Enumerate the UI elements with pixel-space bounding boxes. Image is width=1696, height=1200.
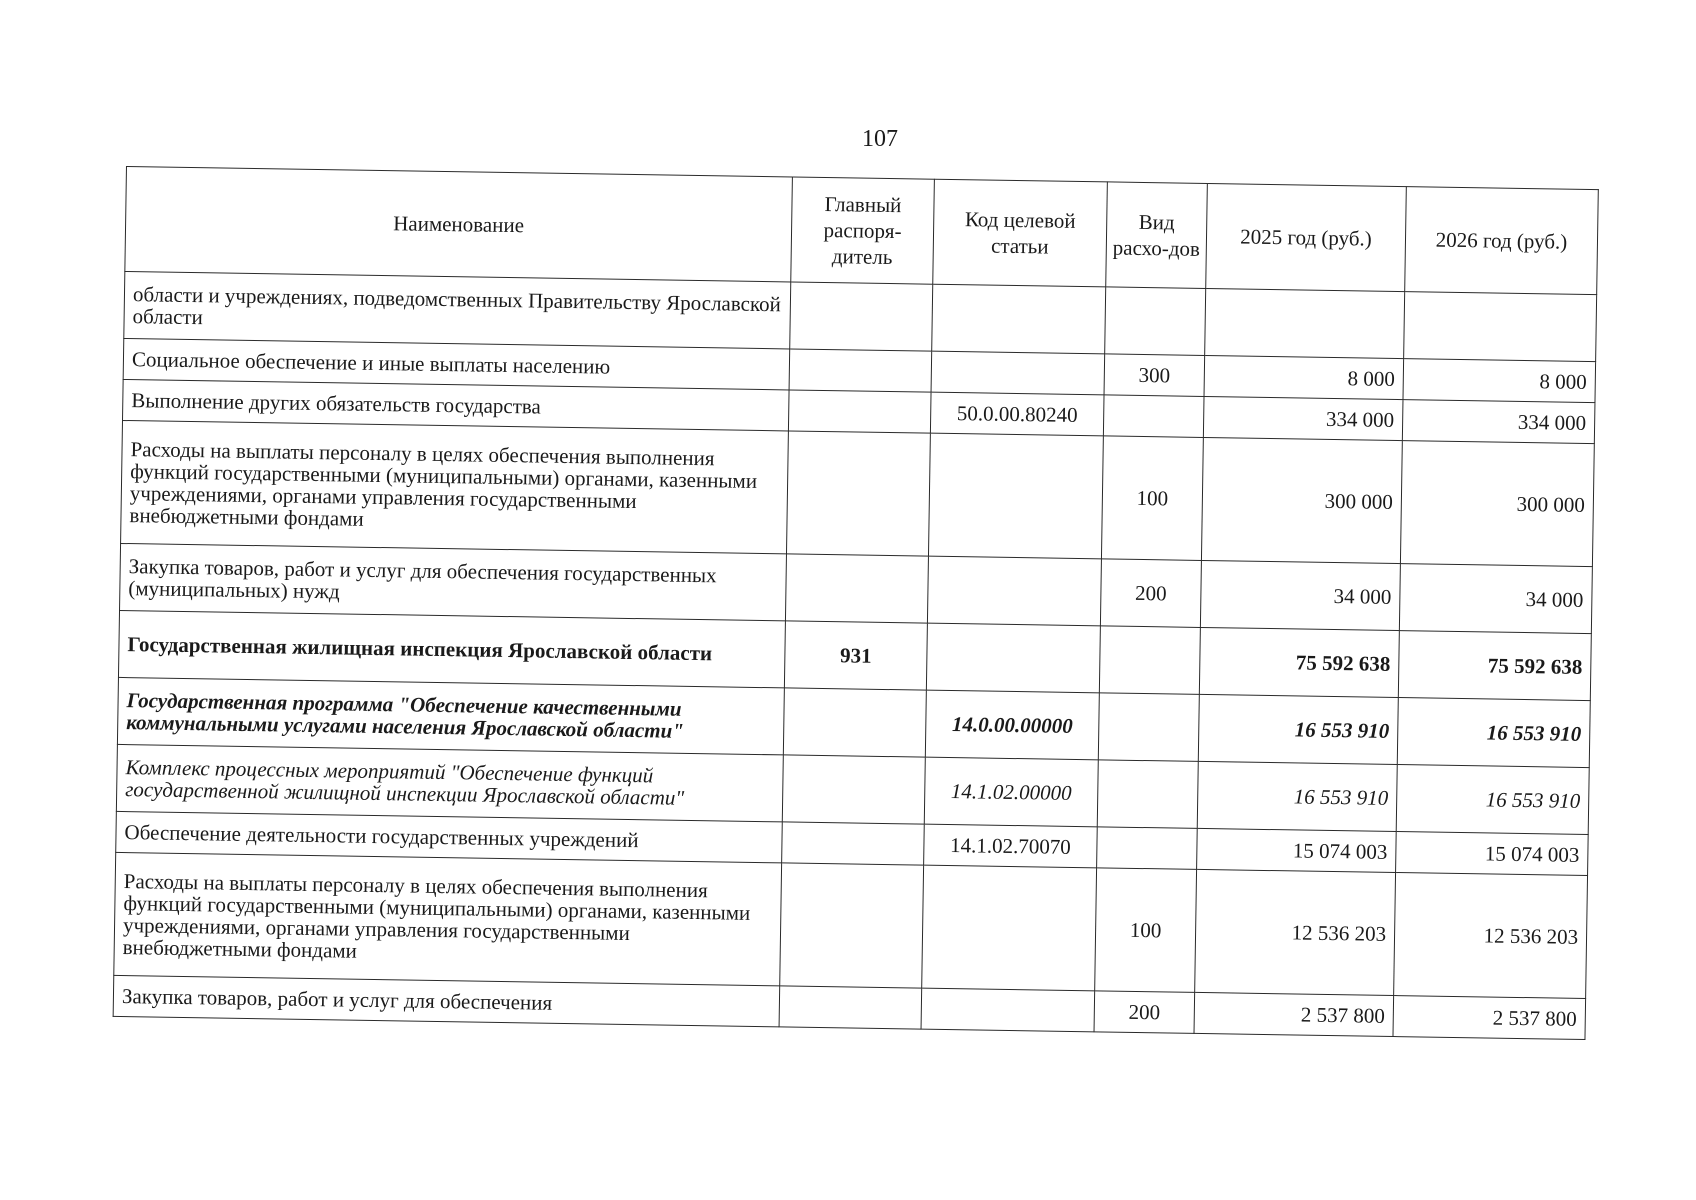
cell-expense-type: 200 — [1100, 559, 1201, 628]
cell-main-manager — [786, 431, 930, 556]
cell-expense-type — [1097, 827, 1198, 870]
cell-2026: 34 000 — [1399, 564, 1592, 634]
cell-name: Выполнение других обязательств государства — [123, 379, 790, 430]
cell-expense-type — [1099, 626, 1200, 695]
cell-target-code — [926, 623, 1100, 693]
cell-2026 — [1404, 292, 1597, 362]
cell-main-manager — [790, 282, 933, 351]
cell-2025: 12 536 203 — [1195, 869, 1396, 995]
cell-main-manager — [785, 554, 928, 623]
cell-target-code — [931, 351, 1105, 395]
cell-main-manager — [788, 390, 931, 433]
cell-name: Расходы на выплаты персоналу в целях обеспечения выполнения функций государственными (муниципальными) органами, казенными учреждениями, органами управления государственными внебюджетными фондами — [114, 852, 782, 985]
cell-main-manager — [782, 755, 925, 824]
cell-2026: 12 536 203 — [1394, 873, 1588, 999]
cell-2026: 75 592 638 — [1398, 631, 1591, 701]
cell-2026: 300 000 — [1400, 441, 1594, 567]
header-year-2026: 2026 год (руб.) — [1405, 187, 1599, 295]
header-main-manager: Главный распоря-дитель — [791, 177, 935, 284]
budget-table — [113, 166, 1599, 1040]
cell-2025: 16 553 910 — [1198, 694, 1398, 764]
cell-2026: 16 553 910 — [1396, 765, 1589, 835]
cell-target-code — [921, 988, 1095, 1032]
cell-main-manager — [789, 349, 932, 392]
cell-expense-type: 200 — [1094, 991, 1195, 1034]
header-target-code: Код целевой статьи — [933, 179, 1108, 287]
cell-name: Комплекс процессных мероприятий "Обеспечение функций государственной жилищной инспекции Ярославской области" — [116, 744, 783, 821]
cell-expense-type: 300 — [1104, 354, 1205, 397]
cell-2025 — [1205, 288, 1405, 358]
cell-target-code: 50.0.00.80240 — [930, 392, 1104, 436]
cell-name: Государственная программа "Обеспечение качественными коммунальными услугами населения Ярославской области" — [117, 677, 784, 754]
cell-2025: 75 592 638 — [1199, 627, 1399, 697]
cell-name: Обеспечение деятельности государственных учреждений — [116, 811, 783, 862]
header-name: Наименование — [125, 167, 793, 282]
cell-2025: 334 000 — [1203, 396, 1403, 440]
cell-target-code — [928, 433, 1103, 559]
cell-2025: 34 000 — [1200, 560, 1400, 630]
cell-main-manager — [782, 822, 925, 865]
page-number: 107 — [862, 126, 898, 152]
cell-2025: 8 000 — [1204, 355, 1404, 399]
cell-name: Государственная жилищная инспекция Ярославской области — [118, 610, 785, 687]
cell-2026: 16 553 910 — [1397, 698, 1590, 768]
cell-target-code: 14.1.02.00000 — [924, 757, 1098, 827]
cell-2026: 15 074 003 — [1396, 832, 1589, 876]
cell-main-manager — [783, 688, 926, 757]
table-row — [114, 852, 1588, 998]
cell-expense-type: 100 — [1101, 436, 1203, 561]
cell-2025: 300 000 — [1201, 437, 1402, 563]
cell-target-code: 14.0.00.00000 — [925, 690, 1099, 760]
cell-name: Социальное обеспечение и иные выплаты населению — [123, 338, 790, 389]
cell-expense-type — [1098, 693, 1199, 762]
cell-target-code — [927, 556, 1101, 626]
cell-main-manager: 931 — [784, 621, 927, 690]
cell-expense-type — [1097, 760, 1198, 829]
cell-expense-type: 100 — [1095, 868, 1197, 993]
cell-expense-type — [1103, 395, 1204, 438]
cell-2025: 16 553 910 — [1197, 761, 1397, 831]
header-year-2025: 2025 год (руб.) — [1206, 183, 1407, 291]
cell-name: Закупка товаров, работ и услуг для обеспечения государственных (муниципальных) нужд — [120, 543, 787, 620]
cell-name: Расходы на выплаты персоналу в целях обеспечения выполнения функций государственными (муниципальными) органами, казенными учреждениями, органами управления государственными внебюджетными фондами — [121, 420, 789, 553]
cell-target-code — [922, 865, 1097, 991]
cell-2026: 334 000 — [1402, 400, 1595, 444]
header-expense-type: Вид расхо-дов — [1106, 182, 1208, 289]
cell-main-manager — [779, 986, 922, 1029]
cell-name: Закупка товаров, работ и услуг для обеспечения — [113, 975, 780, 1026]
cell-2025: 15 074 003 — [1197, 828, 1397, 872]
table-row — [121, 420, 1595, 566]
cell-name: области и учреждениях, подведомственных Правительству Ярославской области — [124, 271, 791, 348]
cell-main-manager — [780, 863, 924, 988]
cell-2025: 2 537 800 — [1194, 992, 1394, 1036]
cell-target-code — [932, 284, 1106, 354]
cell-2026: 2 537 800 — [1393, 996, 1586, 1040]
budget-table-sheet — [113, 166, 1599, 1040]
cell-expense-type — [1105, 287, 1206, 356]
cell-2026: 8 000 — [1403, 359, 1596, 403]
cell-target-code: 14.1.02.70070 — [924, 824, 1098, 868]
